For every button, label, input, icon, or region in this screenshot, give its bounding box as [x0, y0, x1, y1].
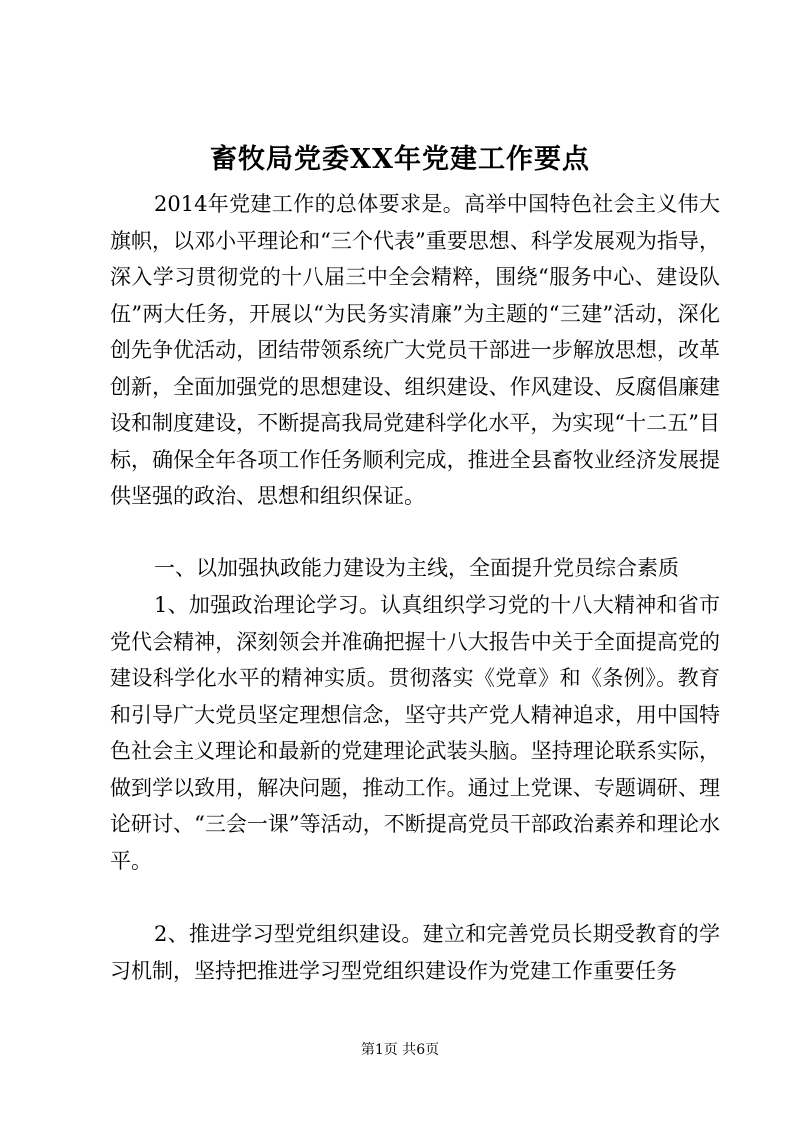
- paragraph-learning-organization: 2、推进学习型党组织建设。建立和完善党员长期受教育的学习机制，坚持把推进学习型党组织建设作为党建工作重要任务: [110, 922, 720, 983]
- section-heading-1: 一、以加强执政能力建设为主线，全面提升党员综合素质: [154, 556, 679, 580]
- document-title: 畜牧局党委XX年党建工作要点: [210, 144, 590, 175]
- paragraph-political-study: 1、加强政治理论学习。认真组织学习党的十八大精神和省市党代会精神，深刻领会并准确把握十八大报告中关于全面提高党的建设科学化水平的精神实质。贯彻落实《党章》和《条例》。教育和引导广大党员坚定理想信念，坚守共产党人精神追求，用中国特色社会主义理论和最新的党建理论武装头脑。坚持理论联系实际，做到学以致用，解决问题，推动工作。通过上党课、专题调研、理论研讨、“三会一课”等活动，不断提高党员干部政治素养和理论水平。: [110, 593, 720, 873]
- page-indicator: 第1页 共6页: [360, 1042, 440, 1058]
- paragraph-general-requirements: 2014年党建工作的总体要求是。高举中国特色社会主义伟大旗帜，以邓小平理论和“三个代表”重要思想、科学发展观为指导，深入学习贯彻党的十八届三中全会精粹，围绕“服务中心、建设队伍”两大任务，开展以“为民务实清廉”为主题的“三建”活动，深化创先争优活动，团结带领系统广大党员干部进一步解放思想，改革创新，全面加强党的思想建设、组织建设、作风建设、反腐倡廉建设和制度建设，不断提高我局党建科学化水平，为实现“十二五”目标，确保全年各项工作任务顺利完成，推进全县畜牧业经济发展提供坚强的政治、思想和组织保证。: [110, 192, 720, 508]
